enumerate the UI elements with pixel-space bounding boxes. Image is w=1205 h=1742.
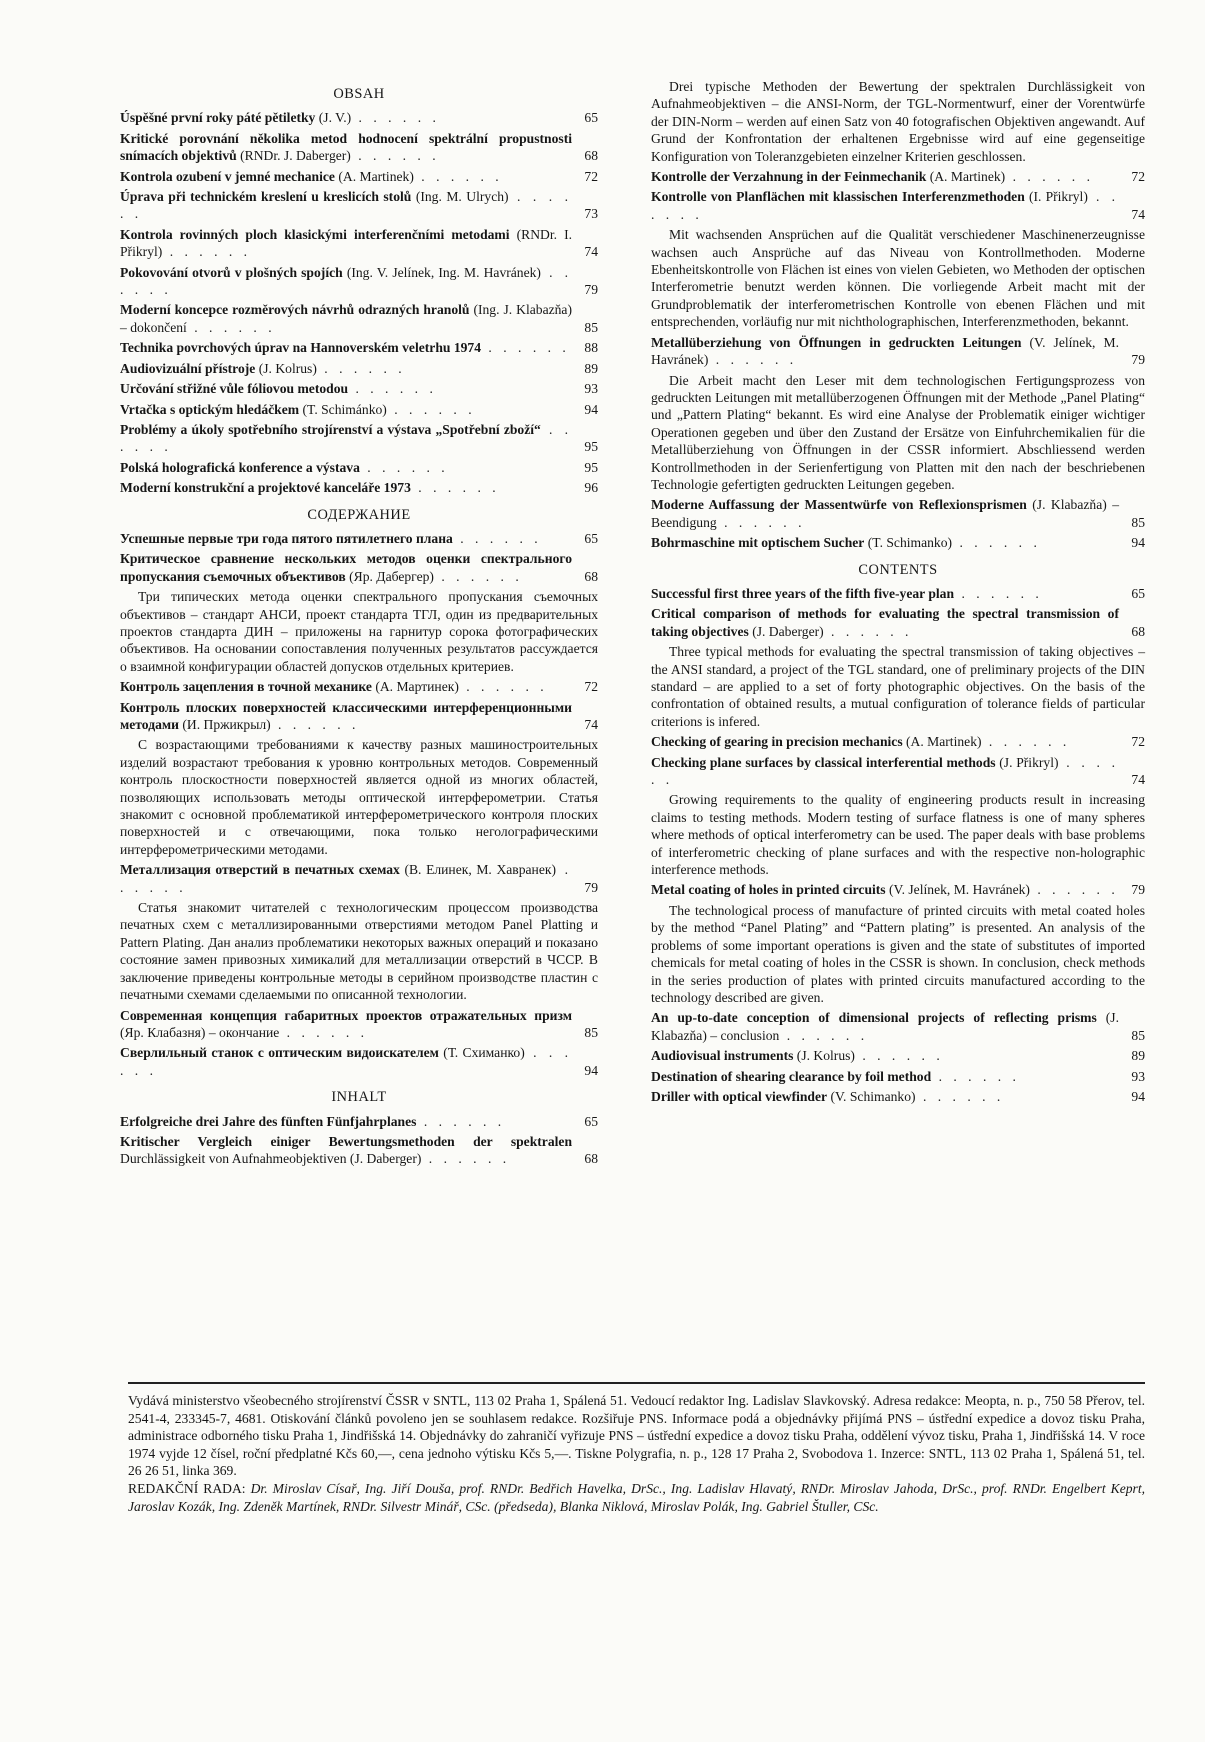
toc-entry-page: 85 — [1131, 1027, 1145, 1043]
toc-entry-page: 89 — [584, 360, 598, 376]
leader-dots: . . . . . . — [162, 244, 252, 260]
toc-entry-author: (Яр. Дабергер) — [345, 568, 434, 584]
toc-entry-text — [120, 1044, 572, 1079]
toc-entry-title: Checking of gearing in precision mechanics — [651, 734, 903, 750]
toc-entry-author: (В. Елинек, М. Хавранек) — [399, 862, 556, 878]
contents-heading: CONTENTS — [858, 561, 938, 578]
toc-entry-title: Металлизация отверстий в печатных схемах — [120, 862, 400, 878]
toc-entry-text — [651, 334, 1119, 369]
toc-entry-page: 65 — [584, 110, 598, 126]
toc-entry-author: (A. Martinek) — [926, 169, 1006, 185]
toc-entry-text — [120, 459, 572, 476]
toc-entry-title: Успешные первые три года пятого пятилетнего плана — [120, 530, 453, 546]
toc-entry-page: 74 — [584, 244, 598, 260]
toc-entry-title: An up-to-date conception of dimensional projects of reflecting prisms — [651, 1010, 1097, 1026]
toc-entry-text — [120, 421, 572, 456]
inhalt-list — [120, 1113, 598, 1168]
toc-entry-author: (J. Klabazňa) – conclusion — [651, 1010, 1119, 1043]
toc-entry-page: 89 — [1131, 1048, 1145, 1064]
toc-entry-page: 79 — [1131, 882, 1145, 898]
toc-entry — [120, 264, 598, 299]
toc-entry — [651, 1047, 1145, 1064]
toc-entry — [120, 1044, 598, 1079]
toc-entry-page: 72 — [1131, 734, 1145, 750]
soderzhanie-heading: СОДЕРЖАНИЕ — [307, 506, 411, 523]
toc-entry-text — [120, 479, 572, 496]
toc-entry-text — [120, 226, 572, 261]
toc-entry-page: 79 — [1131, 352, 1145, 368]
toc-entry — [120, 421, 598, 456]
toc-entry-author: (J. Daberger) — [748, 623, 824, 639]
toc-entry-page: 93 — [584, 381, 598, 397]
toc-entry-title: Critical comparison of methods for evaluating the spectral transmission of taking objectives — [651, 606, 1119, 639]
leader-dots: . . . . . . — [270, 717, 360, 732]
toc-entry-author: (T. Schimánko) — [299, 401, 387, 417]
toc-entry-page: 72 — [1131, 169, 1145, 185]
toc-entry-title: Bohrmaschine mit optischem Sucher — [651, 535, 865, 551]
leader-dots: . . . . . . — [348, 381, 437, 397]
toc-entry — [120, 188, 598, 223]
toc-entry-text — [120, 168, 572, 185]
left-column — [120, 80, 598, 1171]
toc-entry-title: Audiovisual instruments — [651, 1048, 794, 1064]
toc-entry-text — [651, 881, 1119, 898]
leader-dots: . . . . . . — [433, 568, 523, 584]
toc-entry-author: (RNDr. J. Daberger) — [236, 148, 351, 164]
toc-entry-title: Metallüberziehung von Öffnungen in gedruckten Leitungen — [651, 334, 1022, 350]
toc-entry-page: 65 — [1131, 585, 1145, 601]
toc-entry-author: (V. Jelínek, M. Havránek) — [885, 882, 1030, 898]
toc-entry-page: 94 — [1131, 1088, 1145, 1104]
toc-entry-title: Сверлильный станок с оптическим видоискателем — [120, 1045, 439, 1061]
toc-entry-author: (V. Schimanko) — [827, 1088, 916, 1104]
toc-entry — [651, 605, 1145, 640]
toc-entry — [120, 1113, 598, 1130]
toc-entry-text — [651, 534, 1119, 551]
leader-dots: . . . . . . — [915, 1088, 1005, 1104]
toc-entry — [120, 530, 598, 547]
toc-entry — [120, 861, 598, 896]
toc-entry-author: (Ing. V. Jelínek, Ing. M. Havránek) — [342, 264, 541, 280]
toc-entry-author: (A. Martinek) — [334, 168, 414, 184]
leader-dots: . . . . . . — [416, 1113, 506, 1129]
colophon — [128, 1392, 1145, 1515]
toc-entry-title: Audiovizuální přístroje — [120, 360, 256, 376]
toc-entry — [120, 130, 598, 165]
toc-entry — [120, 459, 598, 476]
toc-entry-author: (J. Klabazňa) – Beendigung — [651, 497, 1119, 530]
toc-entry-text — [120, 401, 572, 418]
toc-entry-text — [120, 360, 572, 377]
toc-entry-page: 85 — [584, 1024, 598, 1040]
toc-entry — [120, 168, 598, 185]
leader-dots: . . . . . . — [120, 264, 573, 298]
leader-dots: . . . . . . — [350, 148, 440, 164]
toc-entry-title: Polská holografická konference a výstava — [120, 459, 360, 475]
inhalt-list-continued — [651, 78, 1145, 552]
toc-entry-title: Kontrolle von Planflächen mit klassischen Interferenzmethoden — [651, 189, 1025, 205]
toc-entry — [120, 699, 598, 734]
toc-entry-title: Problémy a úkoly spotřebního strojírenství a výstava „Spotřební zboží“ — [120, 421, 541, 437]
toc-entry — [120, 226, 598, 261]
toc-entry-author: Durchlässigkeit von Aufnahmeobjektiven (J. Daberger) — [120, 1151, 422, 1167]
toc-entry — [651, 754, 1145, 789]
toc-entry-title: Úspěšné první roky páté pětiletky — [120, 110, 316, 126]
toc-entry-abstract: The technological process of manufacture of printed circuits with metal coated holes by the method “Panel Plating” and “Pattern plating” is presented. An analysis of the problems of some important operations is given and the state of substitutes of imported chemicals for metal coating of holes in the CSSR is shown. In conclusion, check methods in the series production of plates with printed circuits manufactured according to the technology described are given. — [651, 902, 1145, 1005]
leader-dots: . . . . . . — [1005, 169, 1094, 185]
toc-entry-page: 65 — [584, 530, 598, 546]
toc-entry-page: 72 — [584, 679, 598, 695]
leader-dots: . . . . . . — [120, 189, 573, 222]
toc-entry-text — [120, 1133, 572, 1168]
toc-entry — [651, 733, 1145, 750]
leader-dots: . . . . . . — [279, 1024, 369, 1040]
leader-dots: . . . . . . — [351, 110, 440, 126]
toc-entry — [651, 168, 1145, 185]
toc-entry-title: Критическое сравнение нескольких методов оценки спектрального пропускания съемочных объективов — [120, 551, 572, 584]
leader-dots: . . . . . . — [458, 679, 548, 695]
toc-entry-author: (T. Schimanko) — [864, 535, 953, 551]
toc-entry-page: 85 — [1131, 514, 1145, 530]
toc-entry — [120, 1133, 598, 1168]
obsah-heading: OBSAH — [333, 86, 385, 102]
toc-entry-title: Kontrola ozubení v jemné mechanice — [120, 168, 335, 184]
toc-entry — [120, 360, 598, 377]
toc-entry-title: Technika povrchových úprav na Hannoverském veletrhu 1974 — [120, 340, 482, 356]
leader-dots: . . . . . . — [316, 360, 406, 376]
toc-entry-text — [120, 550, 572, 585]
leader-dots: . . . . . . — [854, 1048, 944, 1064]
toc-entry-page: 85 — [584, 319, 598, 335]
leader-dots: . . . . . . — [120, 1045, 573, 1078]
leader-dots: . . . . . . — [651, 189, 1120, 222]
toc-entry — [651, 1068, 1145, 1085]
toc-entry-title: Checking plane surfaces by classical interferential methods — [651, 754, 996, 770]
toc-entry-abstract: Три типических метода оценки спектрального пропускания съемочных объективов – стандарт АНСИ, проект стандарта ТГЛ, один из предварительных проектов стандарта ДИН – приложены на гарнитур сорока фотографических объективов. На основании сопоставления полученных результатов рассуждается о взаимной конфигурации областей допусков отдельных критериев. — [120, 589, 598, 674]
toc-entry — [120, 109, 598, 126]
footer-rule — [128, 1382, 1145, 1384]
toc-entry-page: 72 — [584, 168, 598, 184]
toc-entry — [120, 479, 598, 496]
toc-entry-text — [120, 861, 572, 896]
editorial-board: Dr. Miroslav Císař, Ing. Jiří Douša, prof. RNDr. Bedřich Havelka, DrSc., Ing. Ladislav Hlavatý, RNDr. Miroslav Jahoda, DrSc., prof. RNDr. Engelbert Keprt, Jaroslav Kozák, Ing. Zdeněk Martínek, RNDr. Silvestr Minář, CSc. (předseda), Blanka Niklová, Miroslav Polák, Ing. Gabriel Štuller, CSc. — [128, 1480, 1145, 1514]
toc-entry-page: 74 — [1131, 772, 1145, 788]
toc-entry — [120, 301, 598, 336]
toc-entry-author: (J. V.) — [315, 110, 352, 126]
toc-entry — [651, 881, 1145, 898]
toc-entry-page: 94 — [584, 401, 598, 417]
toc-entry-title: Moderne Auffassung der Massentwürfe von Reflexionsprismen — [651, 497, 1027, 513]
toc-entry — [120, 339, 598, 356]
contents-list — [651, 585, 1145, 1105]
toc-entry — [120, 401, 598, 418]
leader-dots: . . . . . . — [823, 623, 913, 639]
toc-entry-text — [651, 1047, 1119, 1064]
toc-entry-text — [120, 380, 572, 397]
toc-entry-page: 68 — [584, 1151, 598, 1167]
toc-entry-title: Pokovování otvorů v plošných spojích — [120, 264, 343, 280]
leader-dots: . . . . . . — [359, 459, 449, 475]
toc-entry-page: 96 — [584, 480, 598, 496]
editorial-board-label: REDAKČNÍ RADA: — [128, 1480, 251, 1496]
toc-entry-title: Erfolgreiche drei Jahre des fünften Fünfjahrplanes — [120, 1113, 417, 1129]
toc-entry-text — [120, 188, 572, 223]
toc-entry-title: Successful first three years of the fifth five-year plan — [651, 585, 955, 601]
toc-entry-author: (Яр. Клабазня) – окончание — [120, 1024, 280, 1040]
toc-entry-text — [120, 530, 572, 547]
toc-entry-text — [651, 168, 1119, 185]
leader-dots: . . . . . . — [651, 754, 1119, 788]
toc-entry — [651, 585, 1145, 602]
toc-entry-title: Metal coating of holes in printed circuits — [651, 882, 886, 898]
leader-dots: . . . . . . — [386, 401, 476, 417]
toc-entry-author: (И. Пржикрыл) — [178, 717, 271, 732]
obsah-list — [120, 109, 598, 496]
leader-dots: . . . . . . — [452, 530, 542, 546]
toc-entry-text — [120, 301, 572, 336]
leader-dots: . . . . . . — [1029, 882, 1119, 898]
toc-entry — [120, 1007, 598, 1042]
toc-entry-author: (Ing. M. Ulrych) — [411, 189, 509, 205]
toc-entry-text — [651, 496, 1119, 531]
toc-entry-title: Úprava při technickém kreslení u kreslicích stolů — [120, 189, 412, 205]
toc-entry-text — [120, 339, 572, 356]
leader-dots: . . . . . . — [954, 585, 1043, 601]
toc-entry-page: 79 — [584, 879, 598, 895]
toc-entry-title: Контроль зацепления в точной механике — [120, 679, 372, 695]
leader-dots: . . . . . . — [481, 340, 570, 356]
toc-entry-page: 68 — [584, 148, 598, 164]
toc-entry-text — [651, 605, 1119, 640]
toc-entry-title: Контроль плоских поверхностей классическими интерференционными методами — [120, 699, 572, 732]
toc-entry-text — [120, 1113, 572, 1130]
toc-entry — [120, 678, 598, 695]
toc-entry-author: (J. Kolrus) — [793, 1048, 855, 1064]
toc-entry-text — [651, 733, 1119, 750]
toc-entry-page: 94 — [584, 1062, 598, 1078]
toc-entry — [120, 380, 598, 397]
toc-entry-text — [120, 130, 572, 165]
toc-entry-title: Moderní konstrukční a projektové kanceláře 1973 — [120, 480, 411, 496]
toc-entry-text — [651, 1088, 1119, 1105]
toc-entry-page: 68 — [1131, 623, 1145, 639]
toc-entry-author: (A. Martinek) — [902, 734, 982, 750]
toc-entry — [651, 1088, 1145, 1105]
leader-dots: . . . . . . — [779, 1027, 869, 1043]
leader-dots: . . . . . . — [421, 1151, 511, 1167]
toc-entry — [651, 188, 1145, 223]
toc-entry-title: Современная концепция габаритных проектов отражательных призм — [120, 1007, 572, 1023]
toc-entry-author: (J. Přikryl) — [995, 754, 1059, 770]
toc-entry-author: (Ing. J. Klabazňa) – dokončení — [120, 302, 572, 335]
toc-entry-text — [651, 1068, 1119, 1085]
soderzhanie-list — [120, 530, 598, 1079]
toc-entry-page: 94 — [1131, 535, 1145, 551]
toc-entry-abstract: Die Arbeit macht den Leser mit dem technologischen Fertigungsprozess von gedruckten Leitungen mit metallüberzogenen Öffnungen mit der Methode „Panel Plating“ und „Pattern Plating“ bekannt. Es wird eine Analyse der Problematik einiger wichtiger Operationen gegeben und über den Zustand der Ersätze von Einfuhrchemikalien für die Metallüberziehung von Öffnungen in der CSSR informiert. Abschliessend werden Kontrollmethoden in der Serienfertigung von Platten mit den nach der beschriebenen Technologie gefertigten gedruckten Leitungen gegeben. — [651, 372, 1145, 492]
toc-entry — [120, 550, 598, 585]
toc-entry-abstract: Статья знакомит читателей с технологическим процессом производства печатных схем с металлизированными отверстиями методом Panel Platting и Pattern Plating. Дан анализ проблематики некоторых важных операций и показано состояние замен привозных химикалий для металлизации отверстий в ЧССР. В заключение приведены контрольные методы в серийном производстве пластин с печатными схемами сделаемыми по описанной технологии. — [120, 900, 598, 1003]
leader-dots: . . . . . . — [716, 514, 806, 530]
toc-entry-author: (Т. Схиманко) — [438, 1045, 525, 1061]
toc-entry-author: (I. Přikryl) — [1024, 189, 1088, 205]
toc-entry-title: Driller with optical viewfinder — [651, 1088, 828, 1104]
toc-entry-text — [120, 1007, 572, 1042]
toc-entry-abstract: Drei typische Methoden der Bewertung der spektralen Durchlässigkeit von Aufnahmeobjektiven – die ANSI-Norm, der TGL-Normentwurf, einer der Vorentwürfe der DIN-Norm – werden auf einen Satz von 40 fotografischen Objektiven angewandt. Auf Grund der Konfrontation der erhaltenen Ergebnisse wird auf eine gegenseitige Konfiguration von Toleranzgebieten einzelner Kriterien geschlossen. — [651, 79, 1145, 164]
toc-entry-author: (J. Kolrus) — [255, 360, 317, 376]
leader-dots: . . . . . . — [186, 319, 276, 335]
leader-dots: . . . . . . — [952, 535, 1041, 551]
toc-entry-title: Moderní koncepce rozměrových návrhů odrazných hranolů — [120, 302, 470, 318]
toc-entry-page: 68 — [584, 568, 598, 584]
toc-entry-page: 74 — [1131, 206, 1145, 222]
leader-dots: . . . . . . — [413, 168, 503, 184]
toc-entry-abstract: С возрастающими требованиями к качеству разных машиностроительных изделий возрастают требования к уровню контрольных методов. Современный контроль плоскостности поверхностей является одной из многих областей, позволяющих использовать методы оптической интерферометрии. Статья знакомит с основной проблематикой интерферометрического контроля плоских поверхностей и с отвечающими, пока только неголографическими интерферометрическими методами. — [120, 737, 598, 857]
toc-entry-title: Kritické porovnání několika metod hodnocení spektrální propustnosti snímacích objektivů — [120, 130, 572, 164]
toc-entry-page: 65 — [584, 1113, 598, 1129]
toc-entry — [651, 534, 1145, 551]
toc-entry-title: Kontrola rovinných ploch klasickými interferenčními metodami — [120, 226, 510, 242]
toc-entry-title: Kontrolle der Verzahnung in der Feinmechanik — [651, 169, 927, 185]
publisher-info: Vydává ministerstvo všeobecného strojírenství ČSSR v SNTL, 113 02 Praha 1, Spálená 51. Vedoucí redaktor Ing. Ladislav Slavkovský. Adresa redakce: Meopta, n. p., 750 58 Přerov, tel. 2541-4, 233345-7, 4681. Otiskování článků povoleno jen se souhlasem redakce. Rozšiřuje PNS. Informace podá a objednávky přijímá PNS – ústřední expedice a dovoz tisku Praha, administrace odborného tisku Praha 1, Jindřišská 14. Objednávky do zahraničí vyřizuje PNS – ústřední expedice a dovoz tisku Praha, oddělení vývoz tisku, Praha 1, Jindřišská 14. V roce 1974 vyjde 12 čísel, roční předplatné Kčs 60,—, cena jednoho výtisku Kčs 5,—. Tiskne Polygrafia, n. p., 128 17 Praha 2, Svobodova 1. Inzerce: SNTL, 113 02 Praha 1, Spálená 51, tel. 26 26 51, linka 369. — [128, 1393, 1145, 1479]
toc-entry-text — [120, 109, 572, 126]
toc-entry-author: (RNDr. I. Přikryl) — [120, 226, 572, 260]
toc-entry-author: (V. Jelínek, M. Havránek) — [651, 334, 1119, 368]
inhalt-heading: INHALT — [331, 1089, 387, 1106]
toc-entry-text — [651, 1009, 1119, 1044]
toc-entry — [651, 1009, 1145, 1044]
toc-entry-abstract: Mit wachsenden Ansprüchen auf die Qualität verschiedener Maschinenerzeugnisse wachsen auch Ansprüche auf das Niveau von Kontrollmethoden. Moderne Ebenheitskontrolle von Flächen ist eines von vielen Gebieten, wo Methoden der optischen Interferometrie benutzt werden können. Die vorliegende Arbeit macht mit der Grundproblematik der interferometrischen Kontrolle von ebenen Flächen und mit entsprechenden, vorläufig nur mit nichtholographischen, Interferenzmethoden, bekannt. — [651, 227, 1145, 330]
leader-dots: . . . . . . — [931, 1068, 1020, 1084]
toc-entry-text — [120, 264, 572, 299]
right-column — [651, 78, 1145, 1108]
toc-entry-title: Vrtačka s optickým hledáčkem — [120, 401, 300, 417]
toc-entry-page: 95 — [584, 439, 598, 455]
toc-entry-page: 74 — [584, 717, 598, 732]
leader-dots: . . . . . . — [410, 480, 500, 496]
toc-entry-text — [120, 678, 572, 695]
toc-entry — [651, 334, 1145, 369]
toc-entry-page: 73 — [584, 206, 598, 222]
toc-entry-abstract: Growing requirements to the quality of engineering products result in increasing claims to testing methods. Modern testing of surface flatness is one of many spheres where methods of optical interferometry can be used. The paper deals with base problems of interferometric checking of plane surfaces and with the respective non-holographic interference methods. — [651, 792, 1145, 878]
toc-entry — [651, 496, 1145, 531]
leader-dots: . . . . . . — [120, 862, 572, 895]
toc-entry-title: Určování střižné vůle fóliovou metodou — [120, 381, 349, 397]
leader-dots: . . . . . . — [120, 421, 572, 455]
toc-entry-text — [651, 188, 1119, 223]
toc-entry-abstract: Three typical methods for evaluating the spectral transmission of taking objectives – the ANSI standard, a project of the TGL standard, one of preliminary projects of the DIN standard – are applied to a set of forty photographic objectives. On the basis of the confrontation of obtained results, a mutual configuration of tolerance fields of particular criterions is infered. — [651, 644, 1145, 729]
toc-entry-author: (А. Мартинек) — [371, 679, 459, 695]
toc-entry-page: 93 — [1131, 1068, 1145, 1084]
toc-entry-text — [651, 585, 1119, 602]
leader-dots: . . . . . . — [708, 352, 798, 368]
leader-dots: . . . . . . — [981, 734, 1071, 750]
toc-entry-page: 79 — [584, 282, 598, 298]
toc-entry-text — [651, 754, 1119, 789]
toc-entry-page: 88 — [584, 340, 598, 356]
toc-entry-title: Destination of shearing clearance by foil method — [651, 1068, 932, 1084]
toc-entry-title: Kritischer Vergleich einiger Bewertungsmethoden der spektralen — [120, 1133, 572, 1149]
toc-entry-text — [120, 699, 572, 734]
toc-entry-page: 95 — [584, 459, 598, 475]
